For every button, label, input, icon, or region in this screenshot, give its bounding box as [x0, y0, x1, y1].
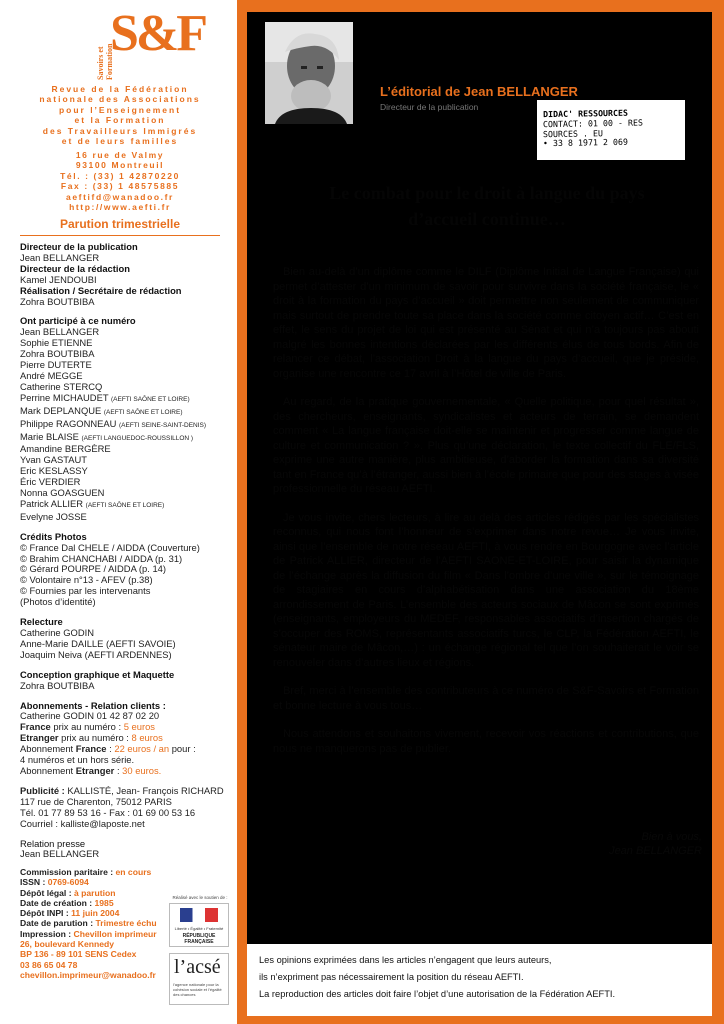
credit-heading: Relecture [20, 616, 63, 628]
signature-line: Bien à vous, [641, 831, 702, 843]
credit-name: Kamel JENDOUBI [20, 273, 97, 285]
participant: Evelyne JOSSE [20, 510, 87, 522]
credit-heading: Ont participé à ce numéro [20, 315, 136, 327]
credit-heading: Crédits Photos [20, 530, 87, 542]
author-photo [265, 22, 353, 124]
credit-name: Jean BELLANGER [20, 848, 100, 860]
credit-name: Joaquim Neiva (AEFTI ARDENNES) [20, 648, 172, 660]
main-column [237, 0, 724, 1024]
logo-letters: S&F [110, 5, 205, 62]
acse-word: l’acsé [174, 956, 221, 978]
abo-france-price: France prix au numéro : 5 euros [20, 721, 155, 733]
address-block [20, 150, 220, 212]
stamp-line: SOURCES . EU [542, 127, 604, 139]
headline-line: d’accueil continue… [408, 209, 566, 229]
address-line: 93100 Montreuil [75, 160, 165, 171]
participant: André MEGGE [20, 369, 83, 381]
acse-logo [169, 953, 229, 1005]
paragraph: Nous attendons et souhaitons vivement, recevoir vos réactions et contributions, que nous ne manquerons pas de publier. [273, 728, 699, 755]
participant: Mark DEPLANQUE (AEFTI SAÔNE ET LOIRE) [20, 404, 183, 416]
disclaimer-box [247, 944, 712, 1016]
editorial-panel [247, 12, 712, 944]
acse-description: l’agence nationale pour la cohésion sociale et l’égalité des chances [173, 982, 222, 997]
partner-logos [169, 895, 231, 1005]
rf-name: RÉPUBLIQUE FRANÇAISE [182, 933, 216, 945]
photo-credit: © Gérard POURPE / AIDDA (p. 14) [20, 563, 167, 575]
phone-line: Tél. : (33) 1 42870220 [60, 170, 180, 181]
revue-line: Revue de la Fédération [51, 84, 189, 94]
disclaimer-line: La reproduction des articles doit faire l’objet d’une autorisation de la Fédération AEFTI. [259, 989, 616, 999]
logo-side-text: Savoirs et Formation [96, 43, 114, 80]
participant: Pierre DUTERTE [20, 359, 92, 371]
participant: Nonna GOASGUEN [20, 487, 105, 499]
legal-line: Date de création : 1985 [20, 897, 114, 908]
photo-credit: © Fournies par les intervenants [20, 585, 151, 597]
legal-line: Dépôt légal : à parution [20, 887, 116, 898]
publicite-line: Publicité : KALLISTÉ, Jean- François RICHARD [20, 784, 224, 796]
revue-line: et la Formation [74, 115, 166, 126]
revue-description [20, 84, 220, 146]
abo-france-annual-detail: 4 numéros et un hors série. [20, 754, 135, 766]
paragraph: Bref, merci à l’ensemble des contributeurs à ce numéro de S&F-Savoirs et Formation et bonne lecture à vous tous… [273, 685, 699, 712]
printer-phone: 03 86 65 04 78 [20, 959, 78, 970]
participant: Sophie ETIENNE [20, 337, 93, 349]
revue-line: pour l’Enseignement [58, 104, 182, 115]
legal-line: Date de parution : Trimestre échu [20, 918, 157, 929]
author-portrait-icon [265, 22, 353, 124]
rf-motto: Liberté • Égalité • Fraternité [174, 926, 224, 931]
paragraph: Je vous invite, chers lecteurs, à lire au delà des articles rédigés par les spécialistes reconnus, qui nous font l’honneur de s’exprimer dans notre revue… Je vous invite, ainsi que l’ensemble de notre réseau AEFTI, à vous rendre en Bourgogne avec l’article de Patrick ALLIER, directeur de l’AEFTI SAONE-ET-LOIRE, pour saisir la dynamique de l’échange après la diffusion du film « Dans l’ombre d’une ville », sur le témoignage de stagiaires en cours d’alphabétisation dans une association du 18ème arrondissement de Paris. L’ensemble des acteurs sociaux de Mâcon se sont exprimés (enseignants, employeurs du MEDEF, responsables associatifs d’insertion chargés de s’occuper des ROMS, représentants associatifs turcs, le CLP, la Fédération AEFTI, le sénateur maire de Mâcon,…) : un échange régional tel que l’on souhaiterait le voir se renouveler dans d’autres lieux et régions. [273, 511, 699, 669]
headline-line: Le combat pour le droit à langue du pays [329, 183, 645, 203]
legal-line: Commission paritaire : en cours [20, 867, 152, 877]
photo-credit: © Brahim CHANCHABI / AIDDA (p. 31) [20, 552, 183, 564]
credit-name: Catherine GODIN [20, 627, 94, 638]
republique-francaise-logo [169, 903, 229, 947]
abo-france-annual: Abonnement France : 22 euros / an pour : [20, 743, 196, 755]
sidebar [0, 0, 237, 1024]
participant: Patrick ALLIER (AEFTI SAÔNE ET LOIRE) [20, 497, 165, 509]
stamp-line: CONTACT: 01 00 - RES [542, 117, 643, 129]
legal-line: Dépôt INPI : 11 juin 2004 [20, 908, 120, 919]
credit-name: Anne-Marie DAILLE (AEFTI SAVOIE) [20, 637, 176, 649]
stamp-line: DIDAC' RESSOURCES [542, 107, 629, 120]
parution-heading: Parution trimestrielle [59, 217, 181, 231]
credit-name: Jean BELLANGER [20, 251, 100, 263]
publicite-phone: Tél. 01 77 89 53 16 - Fax : 01 69 00 53 16 [20, 806, 196, 818]
credits-block [20, 242, 232, 860]
printer-address: 26, boulevard Kennedy [20, 939, 115, 950]
revue-line: des Travailleurs Immigrés [42, 125, 198, 136]
legal-line: Impression : Chevillon imprimeur [20, 928, 157, 939]
publicite-email: Courriel : kalliste@laposte.net [20, 817, 145, 829]
abo-etranger-annual: Abonnement Etranger : 30 euros. [20, 764, 162, 776]
legal-block [20, 867, 170, 980]
publicite-address: 117 rue de Charenton, 75012 PARIS [20, 795, 172, 807]
revue-line: nationale des Associations [39, 94, 201, 105]
participant: Catherine STERCQ [20, 380, 103, 392]
participant: Jean BELLANGER [20, 326, 100, 338]
photo-credit: © France Dal CHELE / AIDDA (Couverture) [20, 541, 200, 553]
participant: Yvan GASTAUT [20, 454, 88, 466]
participant: Marie BLAISE (AEFTI LANGUEDOC-ROUSSILLON ) [20, 430, 194, 442]
partner-caption: Réalisé avec le soutien de : [172, 895, 228, 900]
credit-heading: Conception graphique et Maquette [20, 668, 175, 680]
revue-line: et de leurs familles [61, 136, 179, 147]
credit-heading: Réalisation / Secrétaire de rédaction [20, 284, 182, 296]
email-link[interactable]: aeftifd@wanadoo.fr [66, 191, 174, 202]
divider [20, 235, 220, 236]
editorial-subtitle: Directeur de la publication [380, 102, 479, 112]
editorial-headline [287, 180, 687, 232]
participants-list [20, 327, 232, 522]
credit-heading: Abonnements - Relation clients : [20, 699, 166, 711]
printer-address: BP 136 - 89 101 SENS Cedex [20, 949, 137, 960]
participant: Éric VERDIER [20, 476, 81, 488]
address-line: 16 rue de Valmy [75, 150, 165, 160]
participant: Eric KESLASSY [20, 465, 88, 477]
credit-name: Zohra BOUTBIBA [20, 679, 95, 691]
sf-logo [96, 5, 205, 80]
signature [609, 830, 702, 858]
abo-etranger-price: Etranger prix au numéro : 8 euros [20, 732, 163, 744]
participant: Philippe RAGONNEAU (AEFTI SEINE-SAINT-DENIS) [20, 417, 207, 429]
printer-email: chevillon.imprimeur@wanadoo.fr [20, 969, 156, 980]
credit-heading: Directeur de la rédaction [20, 262, 130, 274]
website-link[interactable]: http://www.aefti.fr [69, 202, 171, 213]
legal-line: ISSN : 0769-6094 [20, 877, 89, 888]
disclaimer-line: ils n’expriment pas nécessairement la position du réseau AEFTI. [259, 972, 524, 982]
paragraph: Au regard, de la pratique gouvernementale, « Quelle politique, pour quel résultat », des chercheurs, enseignants, syndicalistes et acteurs de terrain, se demandent comment « La langue française doit-elle se maintenir et progresser comme langue de culture et communication ? ». Plus qu’une déclaration, le texte collectif du FLE/FLS, exprime une autre manière, plus ambitieuse, d’aborder la formation dans sa diversité tant en France qu’à l’étranger, aussi bien à l’école primaire que pour des stages à visée professionnelle du réseau AEFTI. [273, 396, 699, 495]
fax-line: Fax : (33) 1 48575885 [60, 181, 180, 192]
participant: Amandine BERGÈRE [20, 443, 111, 455]
participant: Zohra BOUTBIBA [20, 348, 95, 360]
signature-name: Jean BELLANGER [609, 845, 702, 857]
editorial-body [273, 265, 699, 770]
marianne-flag-icon [180, 908, 218, 922]
didac-ressources-stamp [537, 100, 685, 160]
credit-heading: Relation presse [20, 837, 86, 849]
photo-credit: © Volontaire n°13 - AFEV (p.38) [20, 574, 153, 586]
photo-credit: (Photos d’identité) [20, 596, 96, 608]
paragraph: Bien au-delà d’un diplôme comme le DILF (Diplôme Initial de Langue Française) qui permet d’attester d’un minimum de savoir pour survivre dans la société française, le « droit à la formation du pays d’accueil » doit permettre non seulement de communiquer mais surtout de prendre toute sa place dans la société comme citoyen actif… C’est en effet, le sens du projet de loi qui est présenté au Sénat et qui n’a toujours pas abouti malgré les bonnes intentions déclarées par les différents élus de tous bords. Afin de relancer ce débat, l’association Droit à la langue du pays d’accueil, que je préside, organise une rencontre ce 17 avril à l’Hôtel de ville de Paris. [273, 266, 699, 380]
credit-heading: Directeur de la publication [20, 241, 138, 252]
stamp-line: • 33 8 1971 2 069 [542, 137, 628, 149]
disclaimer-line: Les opinions exprimées dans les articles n’engagent que leurs auteurs, [259, 955, 552, 965]
credit-name: Zohra BOUTBIBA [20, 295, 95, 307]
abo-contact: Catherine GODIN 01 42 87 02 20 [20, 710, 160, 722]
participant: Perrine MICHAUDET (AEFTI SAÔNE ET LOIRE) [20, 391, 190, 403]
editorial-title: L’éditorial de Jean BELLANGER [380, 84, 578, 99]
